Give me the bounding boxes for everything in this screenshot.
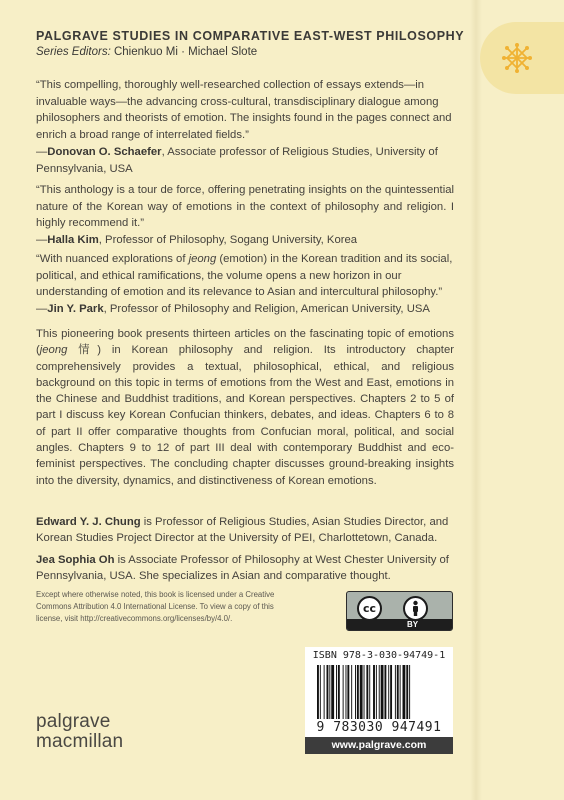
endorsement-quote-1 [36,77,454,177]
quote-author: Halla Kim [47,234,99,247]
endorsement-quote-3 [36,251,454,318]
summary-text-before: This pioneering book presents thirteen articles on the fascinating topic of emotions ( [36,328,454,357]
cc-by-label: BY [407,620,419,629]
series-editors [36,46,257,58]
barcode-digits: 9 783030 947491 [316,720,442,735]
book-summary [36,326,454,489]
quote-attribution [36,144,454,177]
license-notice: Except where otherwise noted, this book is licensed under a Creative Commons Attribution 4.0 International License. To view a copy of this license, visit http://creativecommons.org/licenses/by/4.0/. [36,590,275,624]
quote-affiliation: , Professor of Philosophy and Religion, American University, USA [103,303,430,316]
quote-italic-term: jeong [188,253,217,265]
summary-italic-term: jeong [39,344,68,357]
quote-text-before: “With nuanced explorations of [36,253,189,265]
isbn-text: ISBN 978-3-030-94749-1 [312,650,446,661]
publisher-line2: macmillan [36,731,124,752]
editor-bio-2 [36,552,454,585]
barcode-bars [315,665,443,719]
series-title: PALGRAVE STUDIES IN COMPARATIVE EAST-WEST PHILOSOPHY [36,29,465,43]
spine-fold-shadow [470,0,482,800]
quote-dash: — [36,234,48,247]
publisher-logo [36,712,123,752]
network-logo-icon [502,43,532,73]
bio-name: Edward Y. J. Chung [36,516,141,528]
quote-dash: — [36,303,48,316]
quote-text-after: (emotion) in the Korean tradition and its social, political, and ethical ramifications, the volume opens a new horizon in our understanding of emotion and its relevance to Asian and intercultural philosophy.” [36,253,453,299]
bio-name: Jea Sophia Oh [36,554,115,566]
bio-text: is Professor of Religious Studies, Asian Studies Director, and Korean Studies Project Director at the University of PEI, Charlottetown, Canada. [36,516,449,545]
quote-author: Jin Y. Park [47,303,104,316]
cc-icon: cc [357,596,382,621]
quote-text: “This compelling, thoroughly well-researched collection of essays extends—in invaluable ways—the advancing cross-cultural, transdisciplinary dialogue among philosophers and theorists of emotion. The insights found in the pages connect and enrich a broad range of interrelated fields.” [36,79,452,142]
quote-affiliation: , Professor of Philosophy, Sogang University, Korea [98,234,358,247]
publisher-line1: palgrave [36,711,111,732]
isbn-barcode-box [305,647,453,737]
quote-text: “This anthology is a tour de force, offering penetrating insights on the quintessential nature of the Korean way of emotions in the context of philosophy and religion. I highly recommend it.” [36,184,454,230]
quote-dash: — [36,145,48,158]
attribution-person-icon [403,596,428,621]
editor-bio-1 [36,514,454,547]
series-editors-label: Series Editors: [36,46,111,58]
quote-affiliation: , Associate professor of Religious Studies, University of Pennsylvania, USA [36,145,438,175]
cc-by-license-badge [346,591,453,631]
quote-attribution [36,232,454,249]
summary-hanja: 情 [67,344,98,357]
endorsement-quote-2 [36,182,454,249]
bio-text: is Associate Professor of Philosophy at West Chester University of Pennsylvania, USA. She specializes in Asian and comparative thought. [36,554,449,583]
quote-attribution [36,301,454,318]
series-editors-names: Chienkuo Mi · Michael Slote [113,46,258,58]
cc-badge-strip [347,619,452,630]
series-logo-badge [480,22,564,94]
quote-author: Donovan O. Schaefer [47,145,162,158]
summary-text-after: ) in Korean philosophy and religion. Its introductory chapter comprehensively provides a textual, philosophical, ethical, and religious background on this topic in terms of emotions from the West and East, emotions in the Chinese and Buddhist traditions, and Korean perspectives. Chapters 2 to 5 of part I discuss key Korean Confucian thinkers, debates, and ideas. Chapters 6 to 8 of part II offer comparative thoughts from Confucian moral, political, and social angles. Chapters 9 to 12 of part III deal with contemporary Buddhist and eco-feminist perspectives. The concluding chapter discusses ground-breaking insights into the diversity, dynamics, and distinctiveness of Korean emotions. [36,344,454,487]
publisher-url[interactable]: www.palgrave.com [305,737,453,754]
